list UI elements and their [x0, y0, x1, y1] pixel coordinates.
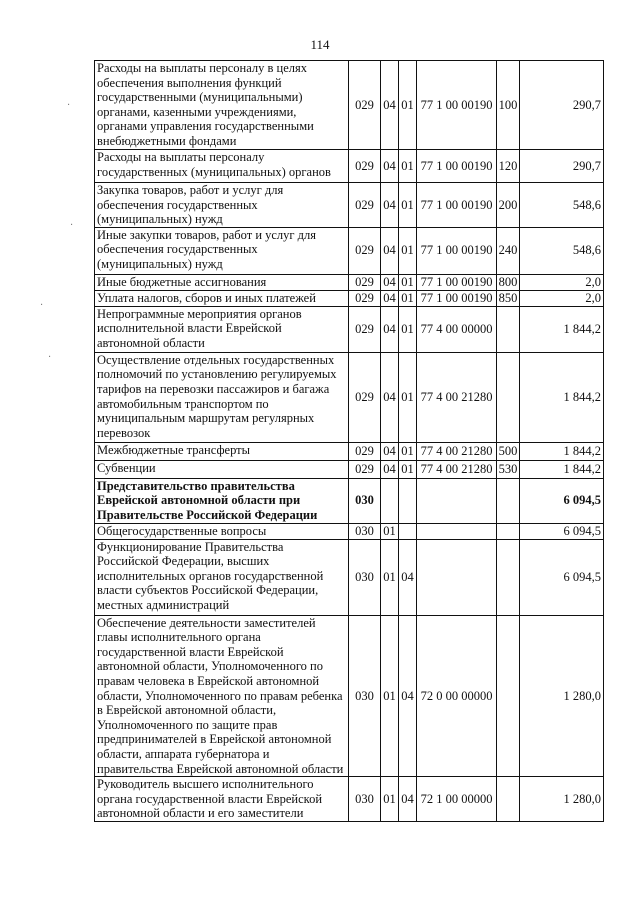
razdel-code: 04	[381, 442, 399, 460]
row-name: Уплата налогов, сборов и иных платежей	[95, 290, 349, 306]
table-row	[95, 150, 604, 183]
table-row	[95, 274, 604, 290]
amount: 2,0	[520, 290, 604, 306]
row-name: Межбюджетные трансферты	[95, 442, 349, 460]
vedomstvo-code: 029	[349, 150, 381, 183]
target-article-code: 77 1 00 00190	[417, 183, 497, 228]
amount: 6 094,5	[520, 539, 604, 615]
target-article-code: 77 1 00 00190	[417, 227, 497, 274]
target-article-code	[417, 478, 497, 523]
target-article-code: 77 1 00 00190	[417, 150, 497, 183]
podrazdel-code: 04	[399, 615, 417, 777]
table-row	[95, 615, 604, 777]
target-article-code: 77 1 00 00190	[417, 61, 497, 150]
vedomstvo-code: 030	[349, 777, 381, 822]
vedomstvo-code: 029	[349, 183, 381, 228]
row-name: Общегосударственные вопросы	[95, 523, 349, 539]
podrazdel-code: 04	[399, 539, 417, 615]
row-name: Осуществление отдельных государственных полномочий по установлению регулируемых тарифов на перевозки пассажиров и багажа автомобильным транспортом по муниципальным маршрутам регулярных перевозок	[95, 352, 349, 442]
razdel-code: 01	[381, 523, 399, 539]
table-row	[95, 352, 604, 442]
target-article-code: 77 1 00 00190	[417, 290, 497, 306]
budget-table	[94, 60, 604, 822]
amount: 548,6	[520, 183, 604, 228]
vedomstvo-code: 029	[349, 227, 381, 274]
razdel-code: 04	[381, 460, 399, 478]
amount: 548,6	[520, 227, 604, 274]
amount: 2,0	[520, 274, 604, 290]
vedomstvo-code: 029	[349, 274, 381, 290]
amount: 1 844,2	[520, 460, 604, 478]
expense-type-code	[497, 777, 520, 822]
podrazdel-code: 01	[399, 442, 417, 460]
target-article-code: 72 1 00 00000	[417, 777, 497, 822]
podrazdel-code: 01	[399, 352, 417, 442]
target-article-code	[417, 539, 497, 615]
row-name: Иные закупки товаров, работ и услуг для обеспечения государственных (муниципальных) нужд	[95, 227, 349, 274]
scan-mark: ·	[70, 220, 74, 231]
expense-type-code: 800	[497, 274, 520, 290]
razdel-code: 04	[381, 274, 399, 290]
target-article-code: 77 4 00 21280	[417, 460, 497, 478]
table-row	[95, 306, 604, 352]
podrazdel-code: 01	[399, 227, 417, 274]
vedomstvo-code: 029	[349, 442, 381, 460]
expense-type-code: 120	[497, 150, 520, 183]
amount: 290,7	[520, 61, 604, 150]
podrazdel-code: 01	[399, 306, 417, 352]
amount: 1 844,2	[520, 306, 604, 352]
row-name: Непрограммные мероприятия органов исполнительной власти Еврейской автономной области	[95, 306, 349, 352]
razdel-code: 04	[381, 61, 399, 150]
row-name: Расходы на выплаты персоналу в целях обеспечения выполнения функций государственными (муниципальными) органами, казенными учреждениями, органами управления государственными внебюджетными фондами	[95, 61, 349, 150]
expense-type-code: 500	[497, 442, 520, 460]
podrazdel-code: 01	[399, 274, 417, 290]
podrazdel-code: 01	[399, 183, 417, 228]
table-row	[95, 183, 604, 228]
expense-type-code	[497, 306, 520, 352]
podrazdel-code: 04	[399, 777, 417, 822]
target-article-code: 77 4 00 21280	[417, 442, 497, 460]
target-article-code: 77 4 00 21280	[417, 352, 497, 442]
table-row	[95, 523, 604, 539]
expense-type-code: 530	[497, 460, 520, 478]
podrazdel-code	[399, 523, 417, 539]
vedomstvo-code: 030	[349, 539, 381, 615]
razdel-code: 04	[381, 183, 399, 228]
expense-type-code	[497, 478, 520, 523]
vedomstvo-code: 029	[349, 290, 381, 306]
razdel-code	[381, 478, 399, 523]
podrazdel-code: 01	[399, 460, 417, 478]
razdel-code: 04	[381, 290, 399, 306]
table-row	[95, 539, 604, 615]
amount: 290,7	[520, 150, 604, 183]
scan-mark: ·	[67, 100, 71, 111]
expense-type-code: 200	[497, 183, 520, 228]
vedomstvo-code: 030	[349, 615, 381, 777]
vedomstvo-code: 030	[349, 523, 381, 539]
table-row	[95, 442, 604, 460]
amount: 1 280,0	[520, 615, 604, 777]
page-number: 114	[310, 37, 330, 52]
podrazdel-code: 01	[399, 290, 417, 306]
vedomstvo-code: 029	[349, 352, 381, 442]
expense-type-code: 100	[497, 61, 520, 150]
target-article-code: 72 0 00 00000	[417, 615, 497, 777]
amount: 1 844,2	[520, 352, 604, 442]
row-name: Субвенции	[95, 460, 349, 478]
expense-type-code: 850	[497, 290, 520, 306]
row-name: Расходы на выплаты персоналу государственных (муниципальных) органов	[95, 150, 349, 183]
razdel-code: 04	[381, 306, 399, 352]
amount: 6 094,5	[520, 478, 604, 523]
razdel-code: 01	[381, 539, 399, 615]
podrazdel-code: 01	[399, 61, 417, 150]
table-row	[95, 460, 604, 478]
row-name: Руководитель высшего исполнительного органа государственной власти Еврейской автономной области и его заместители	[95, 777, 349, 822]
expense-type-code	[497, 539, 520, 615]
table-row	[95, 777, 604, 822]
expense-type-code	[497, 352, 520, 442]
razdel-code: 04	[381, 227, 399, 274]
vedomstvo-code: 029	[349, 306, 381, 352]
row-name: Иные бюджетные ассигнования	[95, 274, 349, 290]
scan-mark: ·	[40, 300, 44, 311]
table-row	[95, 478, 604, 523]
scan-mark: ·	[48, 352, 52, 363]
row-name: Функционирование Правительства Российской Федерации, высших исполнительных органов государственной власти субъектов Российской Федерации, местных администраций	[95, 539, 349, 615]
razdel-code: 04	[381, 352, 399, 442]
expense-type-code	[497, 615, 520, 777]
row-name: Закупка товаров, работ и услуг для обеспечения государственных (муниципальных) нужд	[95, 183, 349, 228]
amount: 1 844,2	[520, 442, 604, 460]
target-article-code: 77 4 00 00000	[417, 306, 497, 352]
expense-type-code	[497, 523, 520, 539]
podrazdel-code: 01	[399, 150, 417, 183]
amount: 6 094,5	[520, 523, 604, 539]
razdel-code: 04	[381, 150, 399, 183]
razdel-code: 01	[381, 615, 399, 777]
table-row	[95, 290, 604, 306]
expense-type-code: 240	[497, 227, 520, 274]
row-name: Представительство правительства Еврейской автономной области при Правительстве Российской Федерации	[95, 478, 349, 523]
table-row	[95, 227, 604, 274]
vedomstvo-code: 030	[349, 478, 381, 523]
table-row	[95, 61, 604, 150]
target-article-code	[417, 523, 497, 539]
row-name: Обеспечение деятельности заместителей главы исполнительного органа государственной власти Еврейской автономной области, Уполномоченного по правам человека в Еврейской автономной области, Уполномоченного по правам ребенка в Еврейской автономной области, Уполномоченного по защите прав предпринимателей в Еврейской автономной области, аппарата губернатора и правительства Еврейской автономной области	[95, 615, 349, 777]
vedomstvo-code: 029	[349, 61, 381, 150]
target-article-code: 77 1 00 00190	[417, 274, 497, 290]
razdel-code: 01	[381, 777, 399, 822]
amount: 1 280,0	[520, 777, 604, 822]
vedomstvo-code: 029	[349, 460, 381, 478]
podrazdel-code	[399, 478, 417, 523]
